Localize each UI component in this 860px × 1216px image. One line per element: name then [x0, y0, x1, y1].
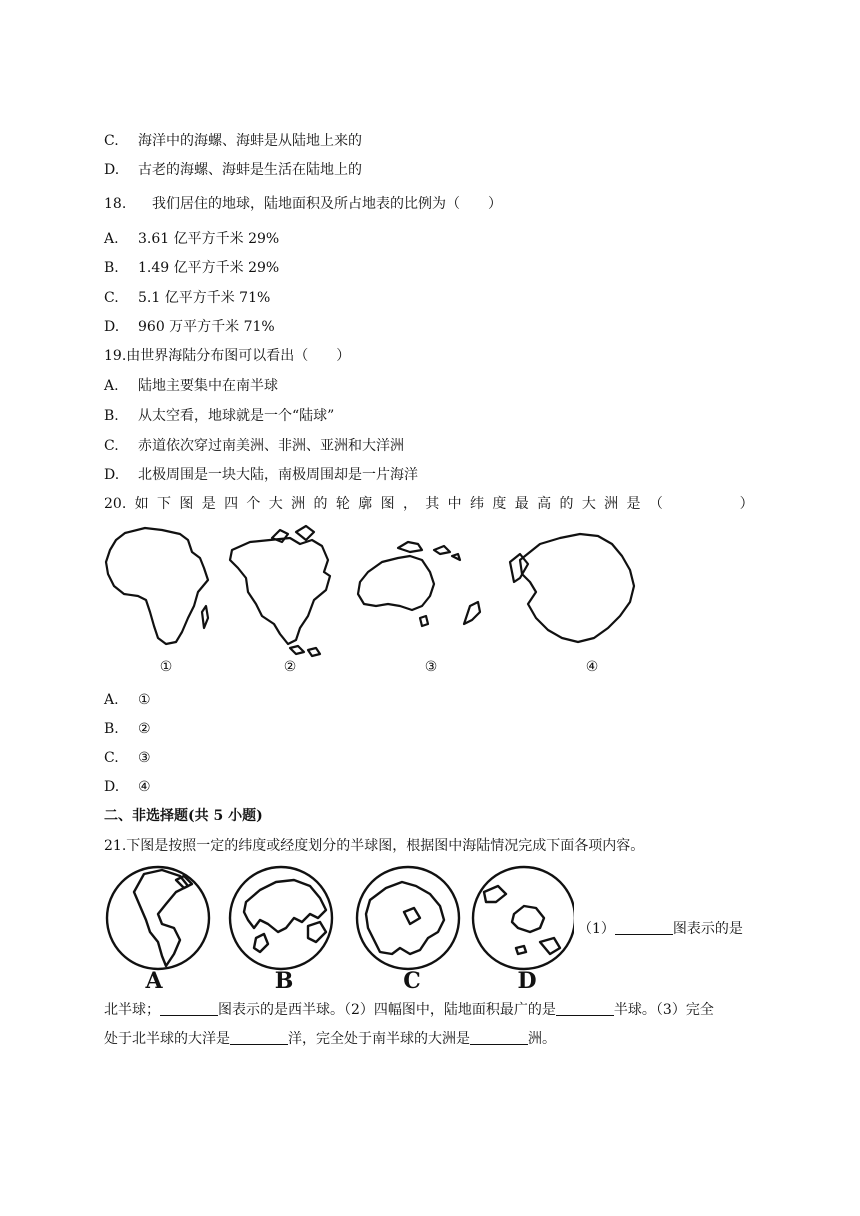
- option-text: 3.61 亿平方千米 29%: [138, 231, 280, 247]
- q19-option-a: [104, 376, 278, 396]
- option-text: 1.49 亿平方千米 29%: [138, 260, 280, 276]
- stem-char: 中: [447, 496, 462, 512]
- stem-char: 个: [246, 496, 261, 512]
- text-fragment: 洋，完全处于南半球的大洲是: [288, 1031, 470, 1047]
- text-fragment: 半球。（3）完全: [613, 1002, 714, 1018]
- q20-stem: [104, 494, 754, 514]
- figure-label-1: ①: [159, 659, 173, 675]
- option-key: D.: [104, 319, 120, 335]
- option-text: 北极周围是一块大陆，南极周围却是一片海洋: [138, 467, 418, 483]
- q20-option-c: [104, 748, 151, 768]
- stem-char: 洲: [291, 496, 306, 512]
- q18-option-a: [104, 229, 279, 249]
- hemisphere-globes-figure: [104, 862, 574, 992]
- stem-char: 图: [179, 496, 194, 512]
- question-text: 我们居住的地球，陆地面积及所占地表的比例为（ ）: [152, 196, 502, 212]
- stem-char: ，: [402, 496, 417, 512]
- answer-blank[interactable]: [615, 920, 673, 935]
- stem-char: 度: [492, 496, 507, 512]
- stem-char: 的: [313, 496, 328, 512]
- text-fragment: 图表示的是: [672, 921, 743, 937]
- option-text: ④: [138, 779, 151, 795]
- answer-blank[interactable]: [160, 1001, 218, 1016]
- q21-line3: [104, 1029, 556, 1049]
- section-heading: 二、非选择题(共 5 小题): [104, 808, 263, 824]
- globe-label-d: D: [517, 968, 537, 992]
- q20-option-d: [104, 777, 151, 797]
- option-key: C.: [104, 290, 119, 306]
- option-text: 陆地主要集中在南半球: [138, 378, 278, 394]
- q18-stem: [104, 194, 502, 214]
- q21-line2: [104, 1000, 764, 1020]
- q20-option-b: [104, 719, 151, 739]
- continent-2-outline: [230, 538, 330, 644]
- stem-char: 大: [581, 496, 596, 512]
- stem-char: 轮: [335, 496, 350, 512]
- option-key: B.: [104, 721, 119, 737]
- option-text: 古老的海螺、海蚌是生活在陆地上的: [138, 162, 362, 178]
- continent-outlines-figure: [100, 520, 660, 680]
- stem-char: 洲: [604, 496, 619, 512]
- stem-char: 是: [201, 496, 216, 512]
- stem-char: （: [648, 496, 663, 512]
- answer-blank[interactable]: [230, 1030, 288, 1045]
- text-fragment: 图表示的是西半球。（2）四幅图中，陆地面积最广的是: [218, 1002, 556, 1018]
- q18-option-d: [104, 317, 275, 337]
- option-text: 赤道依次穿过南美洲、非洲、亚洲和大洋洲: [138, 438, 404, 454]
- globe-a-outline: [107, 867, 209, 969]
- option-key: C.: [104, 750, 119, 766]
- q18-option-c: [104, 288, 270, 308]
- stem-char: ）: [739, 496, 754, 512]
- text-fragment: 洲。: [528, 1031, 556, 1047]
- option-key: A.: [104, 231, 119, 247]
- figure-label-3: ③: [424, 659, 438, 675]
- q19-option-b: [104, 406, 334, 426]
- option-key: A.: [104, 378, 119, 394]
- answer-blank[interactable]: [470, 1030, 528, 1045]
- q20-option-a: [104, 690, 151, 710]
- figure-label-2: ②: [283, 659, 297, 675]
- option-text: 海洋中的海螺、海蚌是从陆地上来的: [138, 133, 362, 149]
- continent-1-outline: [106, 528, 208, 644]
- option-key: D.: [104, 779, 120, 795]
- q18-option-b: [104, 258, 279, 278]
- answer-blank[interactable]: [556, 1001, 614, 1016]
- question-number: 18.: [104, 196, 127, 212]
- option-key: D.: [104, 162, 120, 178]
- stem-char: 最: [514, 496, 529, 512]
- q17-option-d: [104, 160, 362, 180]
- option-text: ③: [138, 750, 151, 766]
- q19-option-d: [104, 465, 418, 485]
- option-text: 5.1 亿平方千米 71%: [138, 290, 271, 306]
- globe-label-b: B: [274, 968, 294, 992]
- option-key: C.: [104, 438, 119, 454]
- continent-4-outline: [520, 534, 634, 642]
- stem-char: 大: [268, 496, 283, 512]
- text-fragment: （1）: [578, 921, 615, 937]
- stem-char: 四: [224, 496, 239, 512]
- text-fragment: 北半球；: [104, 1002, 160, 1018]
- option-key: B.: [104, 408, 119, 424]
- stem-char: 廓: [358, 496, 373, 512]
- option-text: 从太空看，地球就是一个“陆球”: [138, 408, 335, 424]
- stem-char: 纬: [470, 496, 485, 512]
- option-text: 960 万平方千米 71%: [138, 319, 275, 335]
- option-key: D.: [104, 467, 120, 483]
- q21-stem: 21.下图是按照一定的纬度或经度划分的半球图，根据图中海陆情况完成下面各项内容。: [104, 838, 645, 854]
- stem-char: 的: [559, 496, 574, 512]
- option-text: ②: [138, 721, 151, 737]
- stem-char: 20.: [104, 496, 127, 512]
- text-fragment: 处于北半球的大洋是: [104, 1031, 230, 1047]
- option-key: B.: [104, 260, 119, 276]
- stem-char: 是: [626, 496, 641, 512]
- globe-label-a: A: [145, 968, 163, 992]
- stem-char: 其: [425, 496, 440, 512]
- option-text: ①: [138, 692, 151, 708]
- stem-char: 图: [380, 496, 395, 512]
- figure-label-4: ④: [585, 659, 599, 675]
- q19-stem: 19.由世界海陆分布图可以看出（ ）: [104, 348, 351, 364]
- stem-char: 高: [537, 496, 552, 512]
- option-key: C.: [104, 133, 119, 149]
- stem-char: 下: [156, 496, 171, 512]
- globe-label-c: C: [403, 968, 421, 992]
- q19-option-c: [104, 436, 404, 456]
- stem-char: 如: [134, 496, 149, 512]
- option-key: A.: [104, 692, 119, 708]
- q17-option-c: [104, 131, 362, 151]
- q21-part1: [578, 919, 743, 939]
- continent-3-outline: [358, 556, 434, 610]
